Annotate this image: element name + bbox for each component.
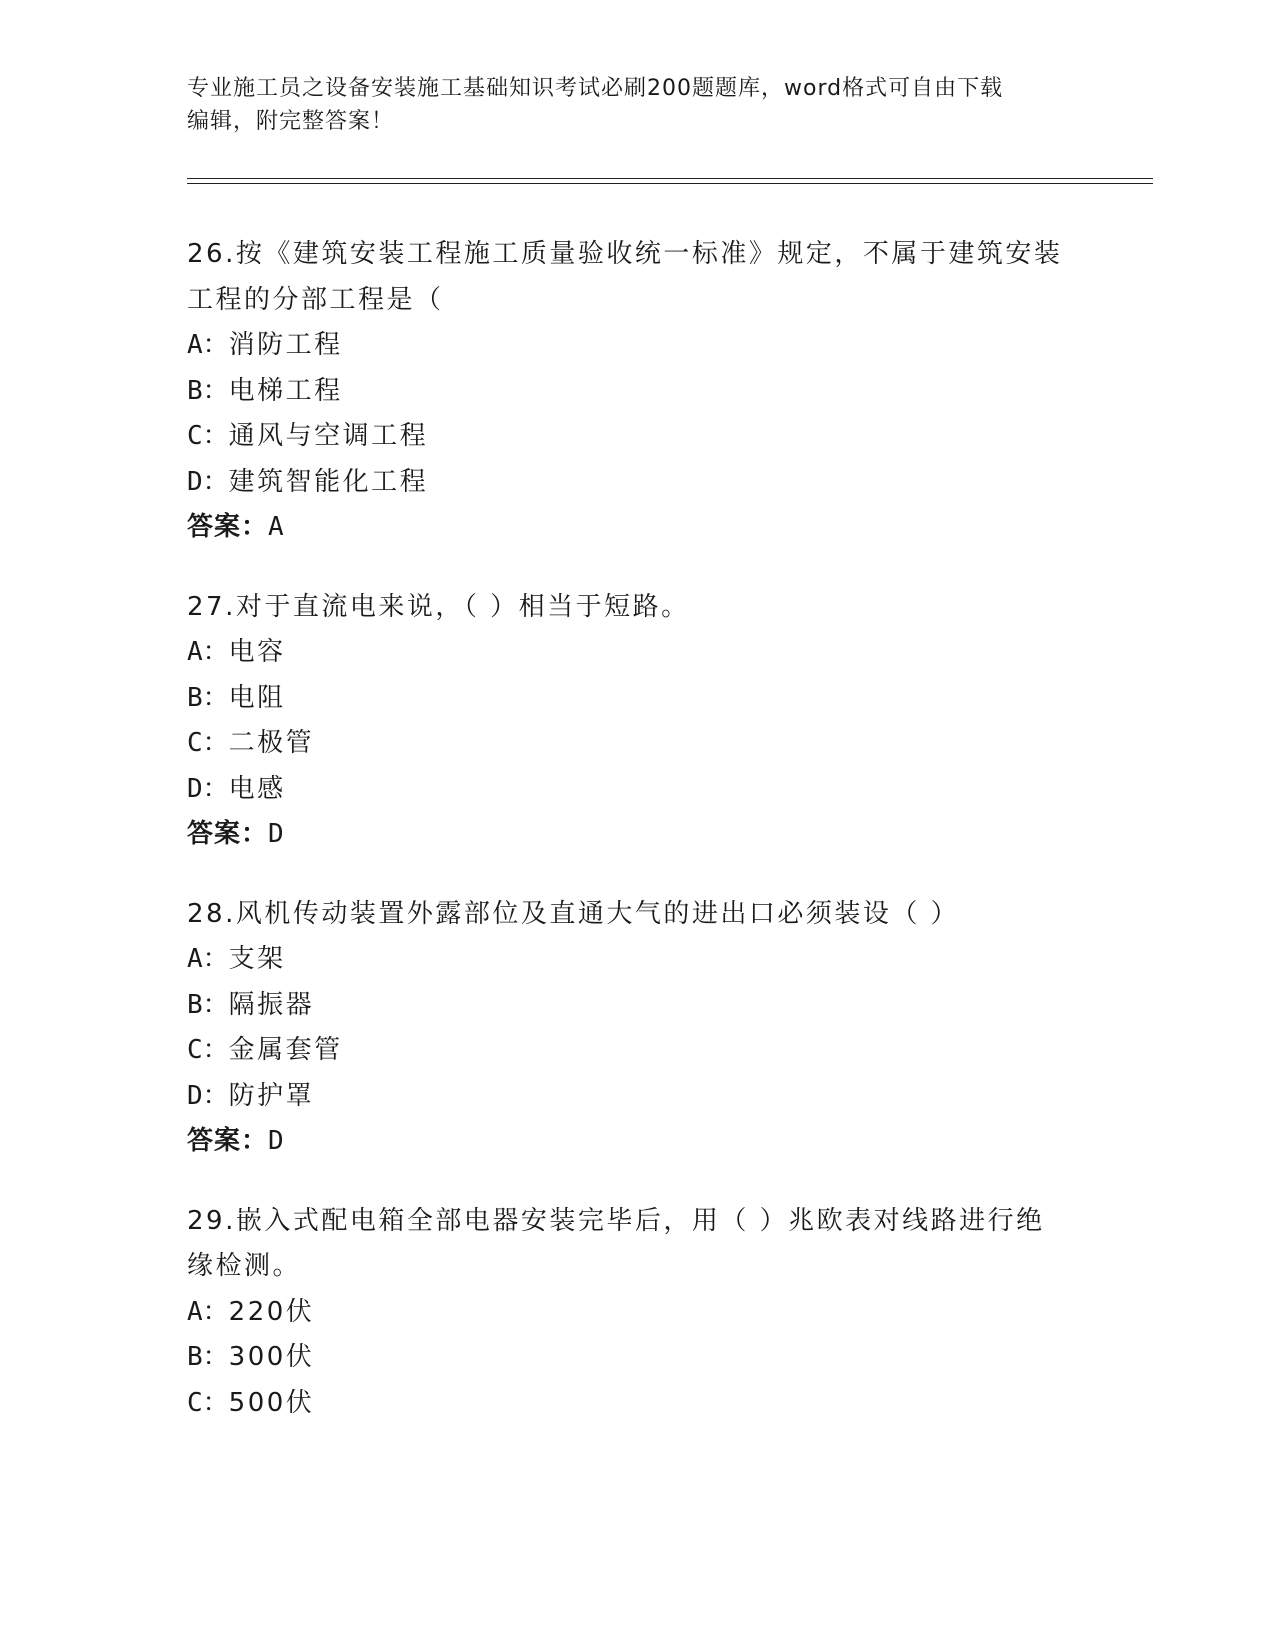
option-text: 防护罩 [228,1080,315,1111]
header-line-1: 专业施工员之设备安装施工基础知识考试必刷200题题库，word格式可自由下载 [187,76,1004,101]
question-list [187,232,1087,1426]
header-divider-bottom [187,183,1153,184]
question-stem: 缘检测。 [187,1251,302,1281]
option-text: 支架 [228,944,286,974]
option-text: 二极管 [228,728,315,758]
option-key: D： [187,466,229,497]
option-text: 消防工程 [228,330,343,360]
option-text: 电阻 [228,682,286,713]
answer-label: 答案： [187,512,269,542]
answer-label: 答案： [187,1126,269,1156]
answer-option [187,767,1087,813]
answer-option [187,1335,1087,1381]
question-stem: 工程的分部工程是（ [187,284,444,315]
answer-option [187,1074,1087,1120]
option-key: C： [187,728,229,758]
question-stem: 27.对于直流电来说，（ ）相当于短路。 [187,591,690,622]
option-text: 电感 [228,773,286,804]
option-key: A： [187,330,229,360]
option-text: 金属套管 [228,1035,343,1065]
option-key: B： [187,682,229,713]
answer-option [187,369,1087,415]
answer-option [187,630,1087,676]
question-block [187,232,1087,551]
answer-option [187,937,1087,983]
answer-option [187,983,1087,1029]
question-block [187,1199,1087,1427]
option-text: 建筑智能化工程 [228,466,429,497]
answer-option [187,676,1087,722]
answer-option [187,721,1087,767]
answer-line [187,812,1087,858]
header-divider-top [187,178,1153,179]
option-key: D： [187,1080,229,1111]
answer-option [187,323,1087,369]
question-stem: 26.按《建筑安装工程施工质量验收统一标准》规定，不属于建筑安装 [187,239,1063,269]
option-text: 电容 [228,637,286,667]
header-line-2: 编辑，附完整答案！ [187,109,395,134]
option-key: A： [187,637,229,667]
option-key: C： [187,1035,229,1065]
option-key: B： [187,1342,229,1372]
option-text: 通风与空调工程 [228,421,429,451]
option-text: 500伏 [228,1387,315,1418]
question-block [187,892,1087,1165]
answer-value: D [268,819,284,849]
option-text: 电梯工程 [228,375,343,406]
answer-value: D [268,1126,284,1156]
option-text: 隔振器 [228,989,315,1020]
option-key: B： [187,375,229,406]
answer-line [187,505,1087,551]
answer-option [187,414,1087,460]
option-key: A： [187,1296,229,1327]
question-stem: 28.风机传动装置外露部位及直通大气的进出口必须装设（ ） [187,898,960,929]
answer-option [187,460,1087,506]
option-key: C： [187,1387,229,1418]
answer-option [187,1381,1087,1427]
option-text: 300伏 [228,1342,315,1372]
option-key: B： [187,989,229,1020]
option-key: A： [187,944,229,974]
option-text: 220伏 [228,1296,315,1327]
document-header [187,72,1067,138]
answer-line [187,1119,1087,1165]
answer-value: A [268,512,284,542]
question-stem: 29.嵌入式配电箱全部电器安装完毕后，用（ ）兆欧表对线路进行绝 [187,1205,1045,1236]
answer-option [187,1290,1087,1336]
question-block [187,585,1087,858]
answer-label: 答案： [187,819,269,849]
answer-option [187,1028,1087,1074]
option-key: C： [187,421,229,451]
option-key: D： [187,773,229,804]
